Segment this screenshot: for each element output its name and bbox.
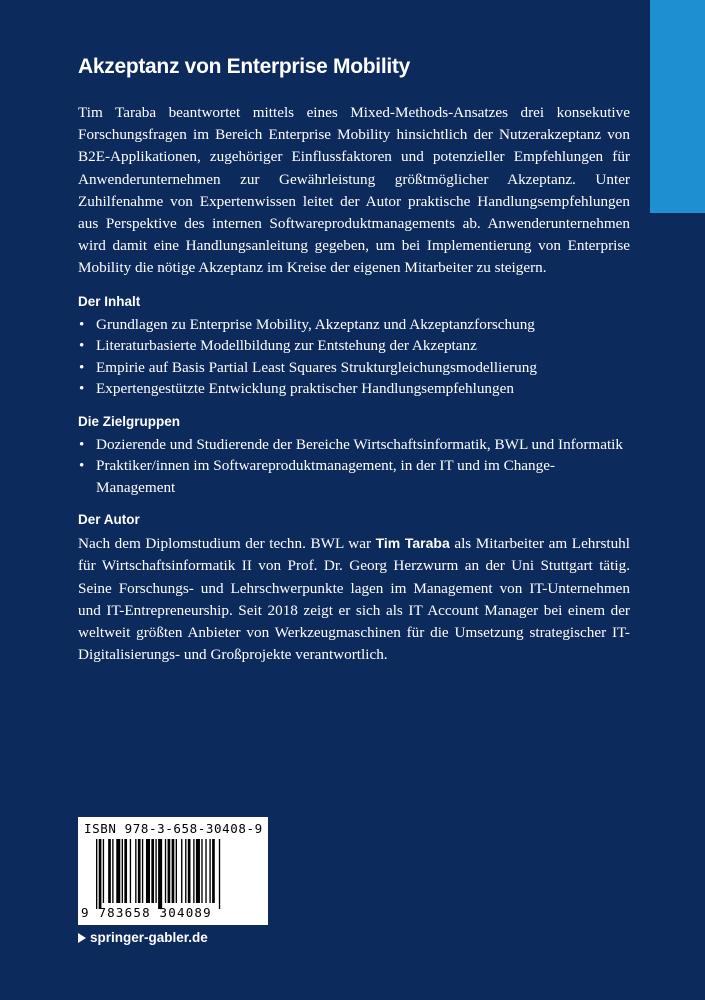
inhalt-list xyxy=(78,314,630,400)
isbn-label: ISBN 978-3-658-30408-9 xyxy=(84,821,263,836)
arrow-right-icon xyxy=(78,933,86,943)
publisher-website[interactable] xyxy=(78,930,208,945)
section-title-inhalt: Der Inhalt xyxy=(78,293,141,309)
author-paragraph xyxy=(78,532,630,666)
author-name: Tim Taraba xyxy=(375,535,450,552)
list-item: • Praktiker/innen im Softwareproduktmanagement, in der IT und im Change-Management xyxy=(78,455,630,498)
barcode xyxy=(78,817,268,925)
book-title: Akzeptanz von Enterprise Mobility xyxy=(78,55,410,78)
back-cover-content xyxy=(78,54,630,666)
zielgruppen-list xyxy=(78,434,630,499)
author-text-after: als Mitarbeiter am Lehrstuhl für Wirtschaftsinformatik II von Prof. Dr. Georg Herzwurm an der Uni Stuttgart tätig. Seine Forschungs- und Lehrschwerpunkte lagen im Management von IT-Unternehmen und IT-Entrepreneurship. Seit 2018 zeigt er sich als IT Account Manager bei einem der weltweit größten Anbieter von Werkzeugmaschinen für die Umsetzung strategischer IT- Digitalisierungs- und Großprojekte verantwortlich. xyxy=(78,535,630,664)
website-label: springer-gabler.de xyxy=(90,930,208,945)
section-title-zielgruppen: Die Zielgruppen xyxy=(78,413,181,429)
barcode-digits: 9 783658 304089 xyxy=(81,905,212,920)
list-item: • Dozierende und Studierende der Bereiche Wirtschaftsinformatik, BWL und Informatik xyxy=(78,434,630,456)
list-item: • Expertengestützte Entwicklung praktischer Handlungsempfehlungen xyxy=(78,378,630,400)
author-text-before: Nach dem Diplomstudium der techn. BWL war xyxy=(78,535,376,553)
section-title-autor: Der Autor xyxy=(78,512,140,528)
list-item: • Literaturbasierte Modellbildung zur Entstehung der Akzeptanz xyxy=(78,335,630,357)
intro-paragraph: Tim Taraba beantwortet mittels eines Mixed-Methods-Ansatzes drei konsekutive Forschungsfragen im Bereich Enterprise Mobility hinsichtlich der Nutzerakzeptanz von B2E-Applikationen, zugehöriger Einflussfaktoren und potenzieller Empfehlungen für Anwenderunternehmen zur Gewährleistung größtmöglicher Akzeptanz. Unter Zuhilfenahme von Expertenwissen leitet der Autor praktische Handlungsempfehlungen aus Perspektive des internen Softwareproduktmanagements ab. Anwenderunternehmen wird damit eine Handlungsanleitung gegeben, um bei Implementierung von Enterprise Mobility die nötige Akzeptanz im Kreise der eigenen Mitarbeiter zu steigern. xyxy=(78,104,630,277)
accent-bar xyxy=(650,0,705,213)
list-item: • Empirie auf Basis Partial Least Squares Strukturgleichungsmodellierung xyxy=(78,357,630,379)
list-item: • Grundlagen zu Enterprise Mobility, Akzeptanz und Akzeptanzforschung xyxy=(78,314,630,336)
barcode-bars xyxy=(96,839,264,909)
